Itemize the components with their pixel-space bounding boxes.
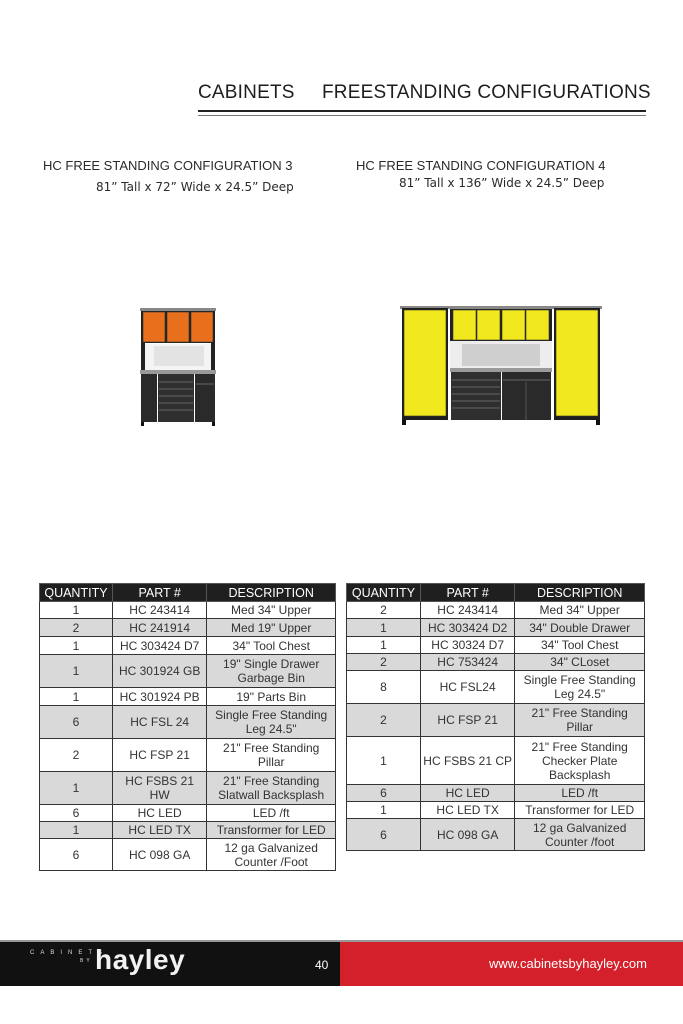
table-row [40,739,336,772]
table-row [40,688,336,706]
qty-cell: 2 [40,739,113,772]
qty-cell: 1 [40,602,113,619]
qty-cell: 2 [347,654,421,671]
quantity-header: QUANTITY [347,584,421,602]
table-row [347,819,645,851]
qty-cell: 6 [40,839,113,871]
table-row [347,737,645,785]
table-row [347,785,645,802]
qty-cell: 1 [347,802,421,819]
desc-cell: 21" Free Standing Pillar [207,739,336,772]
website-link[interactable]: www.cabinetsbyhayley.com [489,956,647,971]
desc-cell: Med 19" Upper [207,619,336,637]
table-row [40,822,336,839]
part-cell: HC 098 GA [420,819,515,851]
desc-cell: 19" Single Drawer Garbage Bin [207,655,336,688]
brand-logo-top: CABINETS [30,950,109,956]
table-row [347,704,645,737]
table-row [40,772,336,805]
qty-cell: 1 [347,619,421,637]
desc-cell: Transformer for LED [515,802,645,819]
config3-parts-table [39,583,336,871]
table-row [347,602,645,619]
qty-cell: 2 [347,602,421,619]
part-cell: HC 243414 [112,602,207,619]
table-row [347,619,645,637]
table-row [40,839,336,871]
desc-cell: 21" Free Standing Pillar [515,704,645,737]
config4-parts-table [346,583,645,851]
desc-cell: 12 ga Galvanized Counter /Foot [207,839,336,871]
table-row [40,637,336,655]
qty-cell: 1 [40,655,113,688]
part-cell: HC 241914 [112,619,207,637]
section-title: CABINETS [198,82,295,103]
qty-cell: 8 [347,671,421,704]
part-cell: HC 098 GA [112,839,207,871]
part-cell: HC FSL24 [420,671,515,704]
desc-cell: LED /ft [207,805,336,822]
table-row [347,802,645,819]
table-header-row [40,584,336,602]
desc-cell: Single Free Standing Leg 24.5" [515,671,645,704]
config4-cabinet-image [398,304,604,426]
brand-logo-by: BY [80,958,93,964]
qty-cell: 6 [347,819,421,851]
part-cell: HC FSBS 21 CP [420,737,515,785]
part-cell: HC LED TX [112,822,207,839]
desc-cell: Single Free Standing Leg 24.5" [207,706,336,739]
desc-cell: 34" CLoset [515,654,645,671]
qty-cell: 1 [347,737,421,785]
part-cell: HC FSBS 21 HW [112,772,207,805]
config4-dimensions: 81” Tall x 136” Wide x 24.5” Deep [399,176,605,190]
desc-cell: 21" Free Standing Slatwall Backsplash [207,772,336,805]
qty-cell: 1 [40,688,113,706]
desc-cell: 34" Tool Chest [515,637,645,654]
table-row [40,805,336,822]
part-cell: HC FSP 21 [420,704,515,737]
quantity-header: QUANTITY [40,584,113,602]
part-cell: HC 303424 D2 [420,619,515,637]
part-cell: HC 753424 [420,654,515,671]
table-row [40,619,336,637]
desc-cell: LED /ft [515,785,645,802]
part-cell: HC LED [420,785,515,802]
table-row [40,602,336,619]
config3-dimensions: 81” Tall x 72” Wide x 24.5” Deep [96,180,294,194]
table-row [347,654,645,671]
config3-title: HC FREE STANDING CONFIGURATION 3 [43,158,293,173]
desc-cell: 19" Parts Bin [207,688,336,706]
table-header-row [347,584,645,602]
part-cell: HC LED TX [420,802,515,819]
page-header [198,82,651,120]
part-cell: HC 243414 [420,602,515,619]
qty-cell: 6 [347,785,421,802]
page-title: FREESTANDING CONFIGURATIONS [322,82,651,103]
desc-cell: Transformer for LED [207,822,336,839]
description-header: DESCRIPTION [207,584,336,602]
qty-cell: 6 [40,706,113,739]
desc-cell: Med 34" Upper [515,602,645,619]
qty-cell: 2 [40,619,113,637]
part-cell: HC 301924 PB [112,688,207,706]
config3-cabinet-image [138,306,218,426]
qty-cell: 1 [40,772,113,805]
part-cell: HC FSP 21 [112,739,207,772]
qty-cell: 1 [40,822,113,839]
desc-cell: Med 34" Upper [207,602,336,619]
page-number: 40 [315,958,329,972]
desc-cell: 21" Free Standing Checker Plate Backsplash [515,737,645,785]
table-row [347,671,645,704]
part-cell: HC 30324 D7 [420,637,515,654]
part-cell: HC 303424 D7 [112,637,207,655]
desc-cell: 34" Tool Chest [207,637,336,655]
table-row [347,637,645,654]
desc-cell: 34" Double Drawer [515,619,645,637]
brand-logo: hayley [95,944,186,975]
part-header: PART # [112,584,207,602]
header-divider-thin [198,115,646,116]
table-row [40,706,336,739]
qty-cell: 6 [40,805,113,822]
part-cell: HC 301924 GB [112,655,207,688]
config4-title: HC FREE STANDING CONFIGURATION 4 [356,158,606,173]
desc-cell: 12 ga Galvanized Counter /foot [515,819,645,851]
qty-cell: 1 [347,637,421,654]
part-header: PART # [420,584,515,602]
part-cell: HC LED [112,805,207,822]
header-divider [198,110,646,112]
qty-cell: 2 [347,704,421,737]
description-header: DESCRIPTION [515,584,645,602]
table-row [40,655,336,688]
part-cell: HC FSL 24 [112,706,207,739]
qty-cell: 1 [40,637,113,655]
